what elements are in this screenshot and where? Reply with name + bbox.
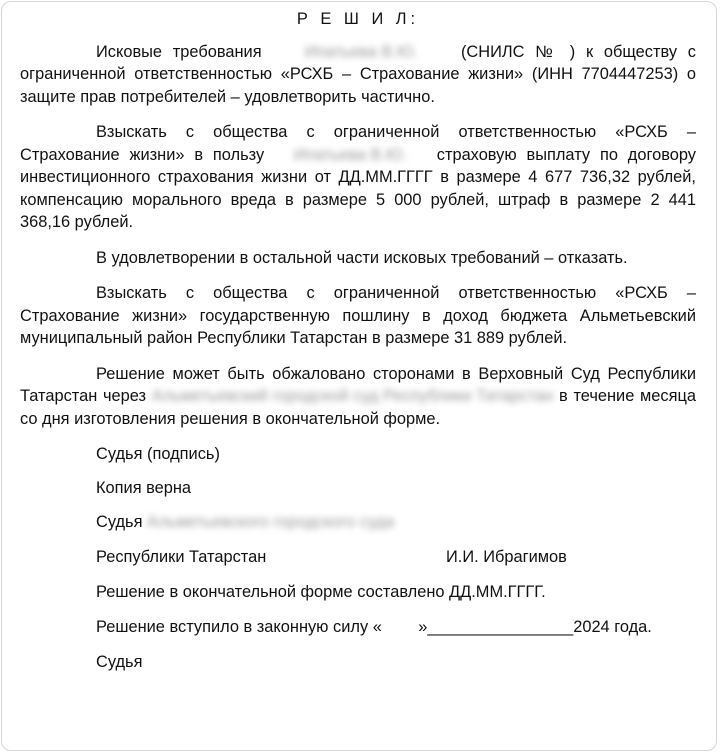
paragraph-denial: В удовлетворении в остальной части исковых требований – отказать. [96, 248, 628, 267]
recovery-text-end: страховую выплату по договору инвестиционного страхования жизни от ДД.ММ.ГГГГ в размере 4 677 736,32 рублей, компенсацию морального вреда в размере 5 000 рублей, штраф в размере 2 441 368,16 рублей. [20, 145, 696, 231]
recovery-text-start: Взыскать с общества с ограниченной ответственностью «РСХБ – Страхование жизни» в пользу [20, 123, 696, 164]
republic-line [20, 546, 696, 568]
redacted-plaintiff-name-2: Ипатьева В.Ю. [293, 145, 408, 164]
paragraph-recovery [20, 121, 696, 234]
judge-label: Судья [96, 513, 143, 531]
judge-name: И.И. Ибрагимов [446, 548, 567, 566]
court-decision-document [20, 8, 696, 673]
judge-final-line: Судья [96, 653, 143, 671]
redacted-plaintiff-name: Ипатьева В.Ю. [304, 42, 418, 61]
paragraph-state-fee: Взыскать с общества с ограниченной ответственностью «РСХБ – Страхование жизни» государственную пошлину в доход бюджета Альметьевский муниципальный район Республики Татарстан в размере 31 889 рублей. [20, 284, 696, 347]
claims-text-end: (СНИЛС № ) к обществу с ограниченной ответственностью «РСХБ – Страхование жизни» (ИНН 7704447253) о защите прав потребителей – удовлетворить частично. [20, 42, 696, 106]
redacted-court-name: Альметьевский городской суд Республики Татарстан [151, 387, 554, 405]
judge-signature-line: Судья (подпись) [96, 445, 220, 463]
judge-court-line [20, 511, 696, 533]
redacted-judge-court: Альметьевского городского суда [147, 513, 395, 531]
claims-text-start: Исковые требования [96, 42, 262, 61]
appeal-text-start: Решение может быть обжаловано сторонами в Верховный Суд Республики Татарстан через [20, 364, 696, 405]
copy-true-line: Копия верна [96, 479, 192, 497]
entered-force-line: Решение вступило в законную силу « »________________2024 года. [96, 618, 652, 636]
final-form-line: Решение в окончательной форме составлено ДД.ММ.ГГГГ. [96, 583, 546, 601]
republic-text: Республики Татарстан [96, 548, 267, 566]
paragraph-appeal [20, 363, 696, 431]
decision-title: Р Е Ш И Л: [296, 10, 420, 28]
appeal-text-end: в течение месяца со дня изготовления решения в окончательной форме. [20, 387, 696, 428]
paragraph-claims [20, 41, 696, 109]
